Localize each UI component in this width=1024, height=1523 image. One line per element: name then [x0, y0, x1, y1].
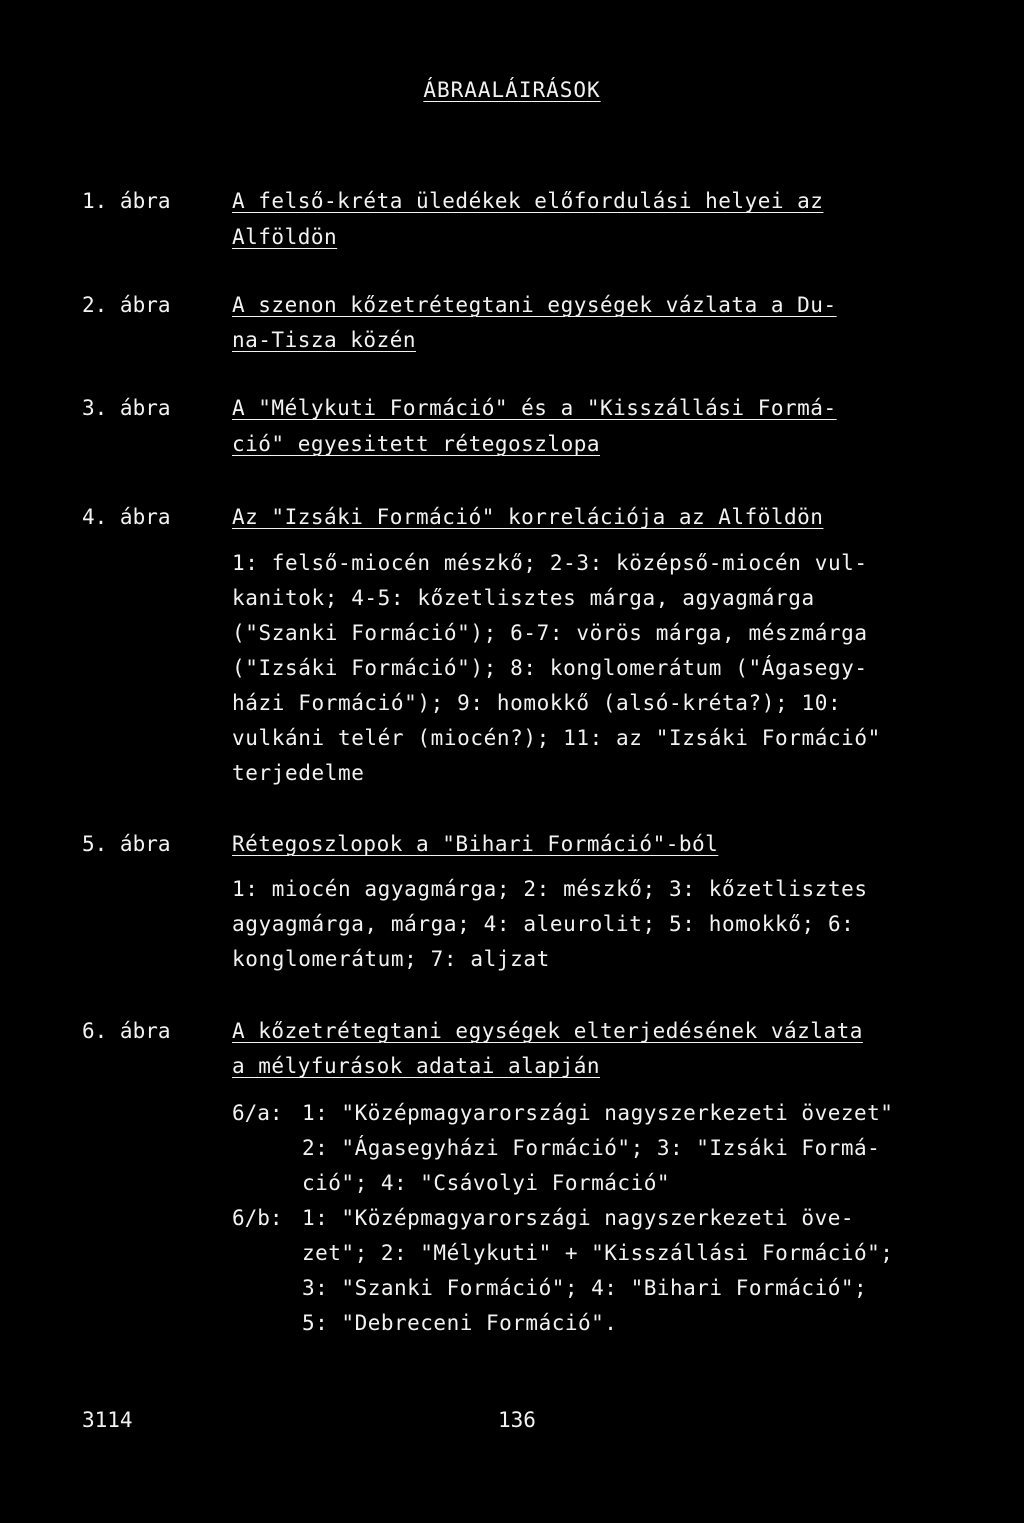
figure-4-legend-line: kanitok; 4-5: kőzetlisztes márga, agyagmárga [232, 586, 815, 610]
figure-5-legend-line: 1: miocén agyagmárga; 2: mészkő; 3: kőzetlisztes [232, 877, 868, 901]
footer-code: 3114 [82, 1408, 133, 1432]
figure-6b-label: 6/b: [232, 1206, 283, 1230]
figure-4-legend-line: házi Formáció"); 9: homokkő (alsó-kréta?); 10: [232, 691, 842, 715]
figure-3-title-line-1: A "Mélykuti Formáció" és a "Kisszállási Formá- [232, 396, 837, 420]
figure-1-title-line-2: Alföldön [232, 225, 338, 249]
figure-2-number: 2. ábra [82, 293, 171, 317]
figure-4-legend-line: 1: felső-miocén mészkő; 2-3: középső-miocén vul- [232, 551, 868, 575]
figure-1-title-line-1: A felső-kréta üledékek előfordulási helyei az [232, 189, 824, 213]
figure-2-title-line-2: na-Tisza közén [232, 328, 417, 352]
figure-5-legend-line: agyagmárga, márga; 4: aleurolit; 5: homokkő; 6: [232, 912, 855, 936]
figure-4-legend-line: ("Szanki Formáció"); 6-7: vörös márga, mészmárga [232, 621, 868, 645]
page-heading: ÁBRAALÁIRÁSOK [423, 78, 601, 102]
figure-6a-line: ció"; 4: "Csávolyi Formáció" [302, 1171, 671, 1195]
figure-2-title-line-1: A szenon kőzetrétegtani egységek vázlata a Du- [232, 293, 837, 317]
figure-1-number: 1. ábra [82, 189, 171, 213]
figure-3-number: 3. ábra [82, 396, 171, 420]
figure-6-title-line-2: a mélyfurások adatai alapján [232, 1054, 601, 1078]
page-number: 136 [498, 1408, 536, 1432]
figure-4-legend-line: vulkáni telér (miocén?); 11: az "Izsáki Formáció" [232, 726, 881, 750]
figure-6-number: 6. ábra [82, 1019, 171, 1043]
figure-6-title-line-1: A kőzetrétegtani egységek elterjedésének vázlata [232, 1019, 863, 1043]
figure-4-number: 4. ábra [82, 505, 171, 529]
figure-6a-line: 2: "Ágasegyházi Formáció"; 3: "Izsáki Formá- [302, 1136, 881, 1160]
figure-3-title-line-2: ció" egyesitett rétegoszlopa [232, 432, 601, 456]
figure-6b-line: 1: "Középmagyarországi nagyszerkezeti öve- [302, 1206, 855, 1230]
figure-4-legend-line: ("Izsáki Formáció"); 8: konglomerátum ("Ágasegy- [232, 656, 868, 680]
figure-6b-line: 5: "Debreceni Formáció". [302, 1311, 618, 1335]
figure-4-legend-line: terjedelme [232, 761, 365, 785]
figure-5-title: Rétegoszlopok a "Bihari Formáció"-ból [232, 832, 719, 856]
figure-5-number: 5. ábra [82, 832, 171, 856]
figure-4-title: Az "Izsáki Formáció" korrelációja az Alföldön [232, 505, 824, 529]
figure-6a-label: 6/a: [232, 1101, 283, 1125]
figure-6b-line: 3: "Szanki Formáció"; 4: "Bihari Formáció"; [302, 1276, 868, 1300]
figure-5-legend-line: konglomerátum; 7: aljzat [232, 947, 550, 971]
figure-6a-line: 1: "Középmagyarországi nagyszerkezeti övezet" [302, 1101, 894, 1125]
figure-6b-line: zet"; 2: "Mélykuti" + "Kisszállási Formáció"; [302, 1241, 894, 1265]
